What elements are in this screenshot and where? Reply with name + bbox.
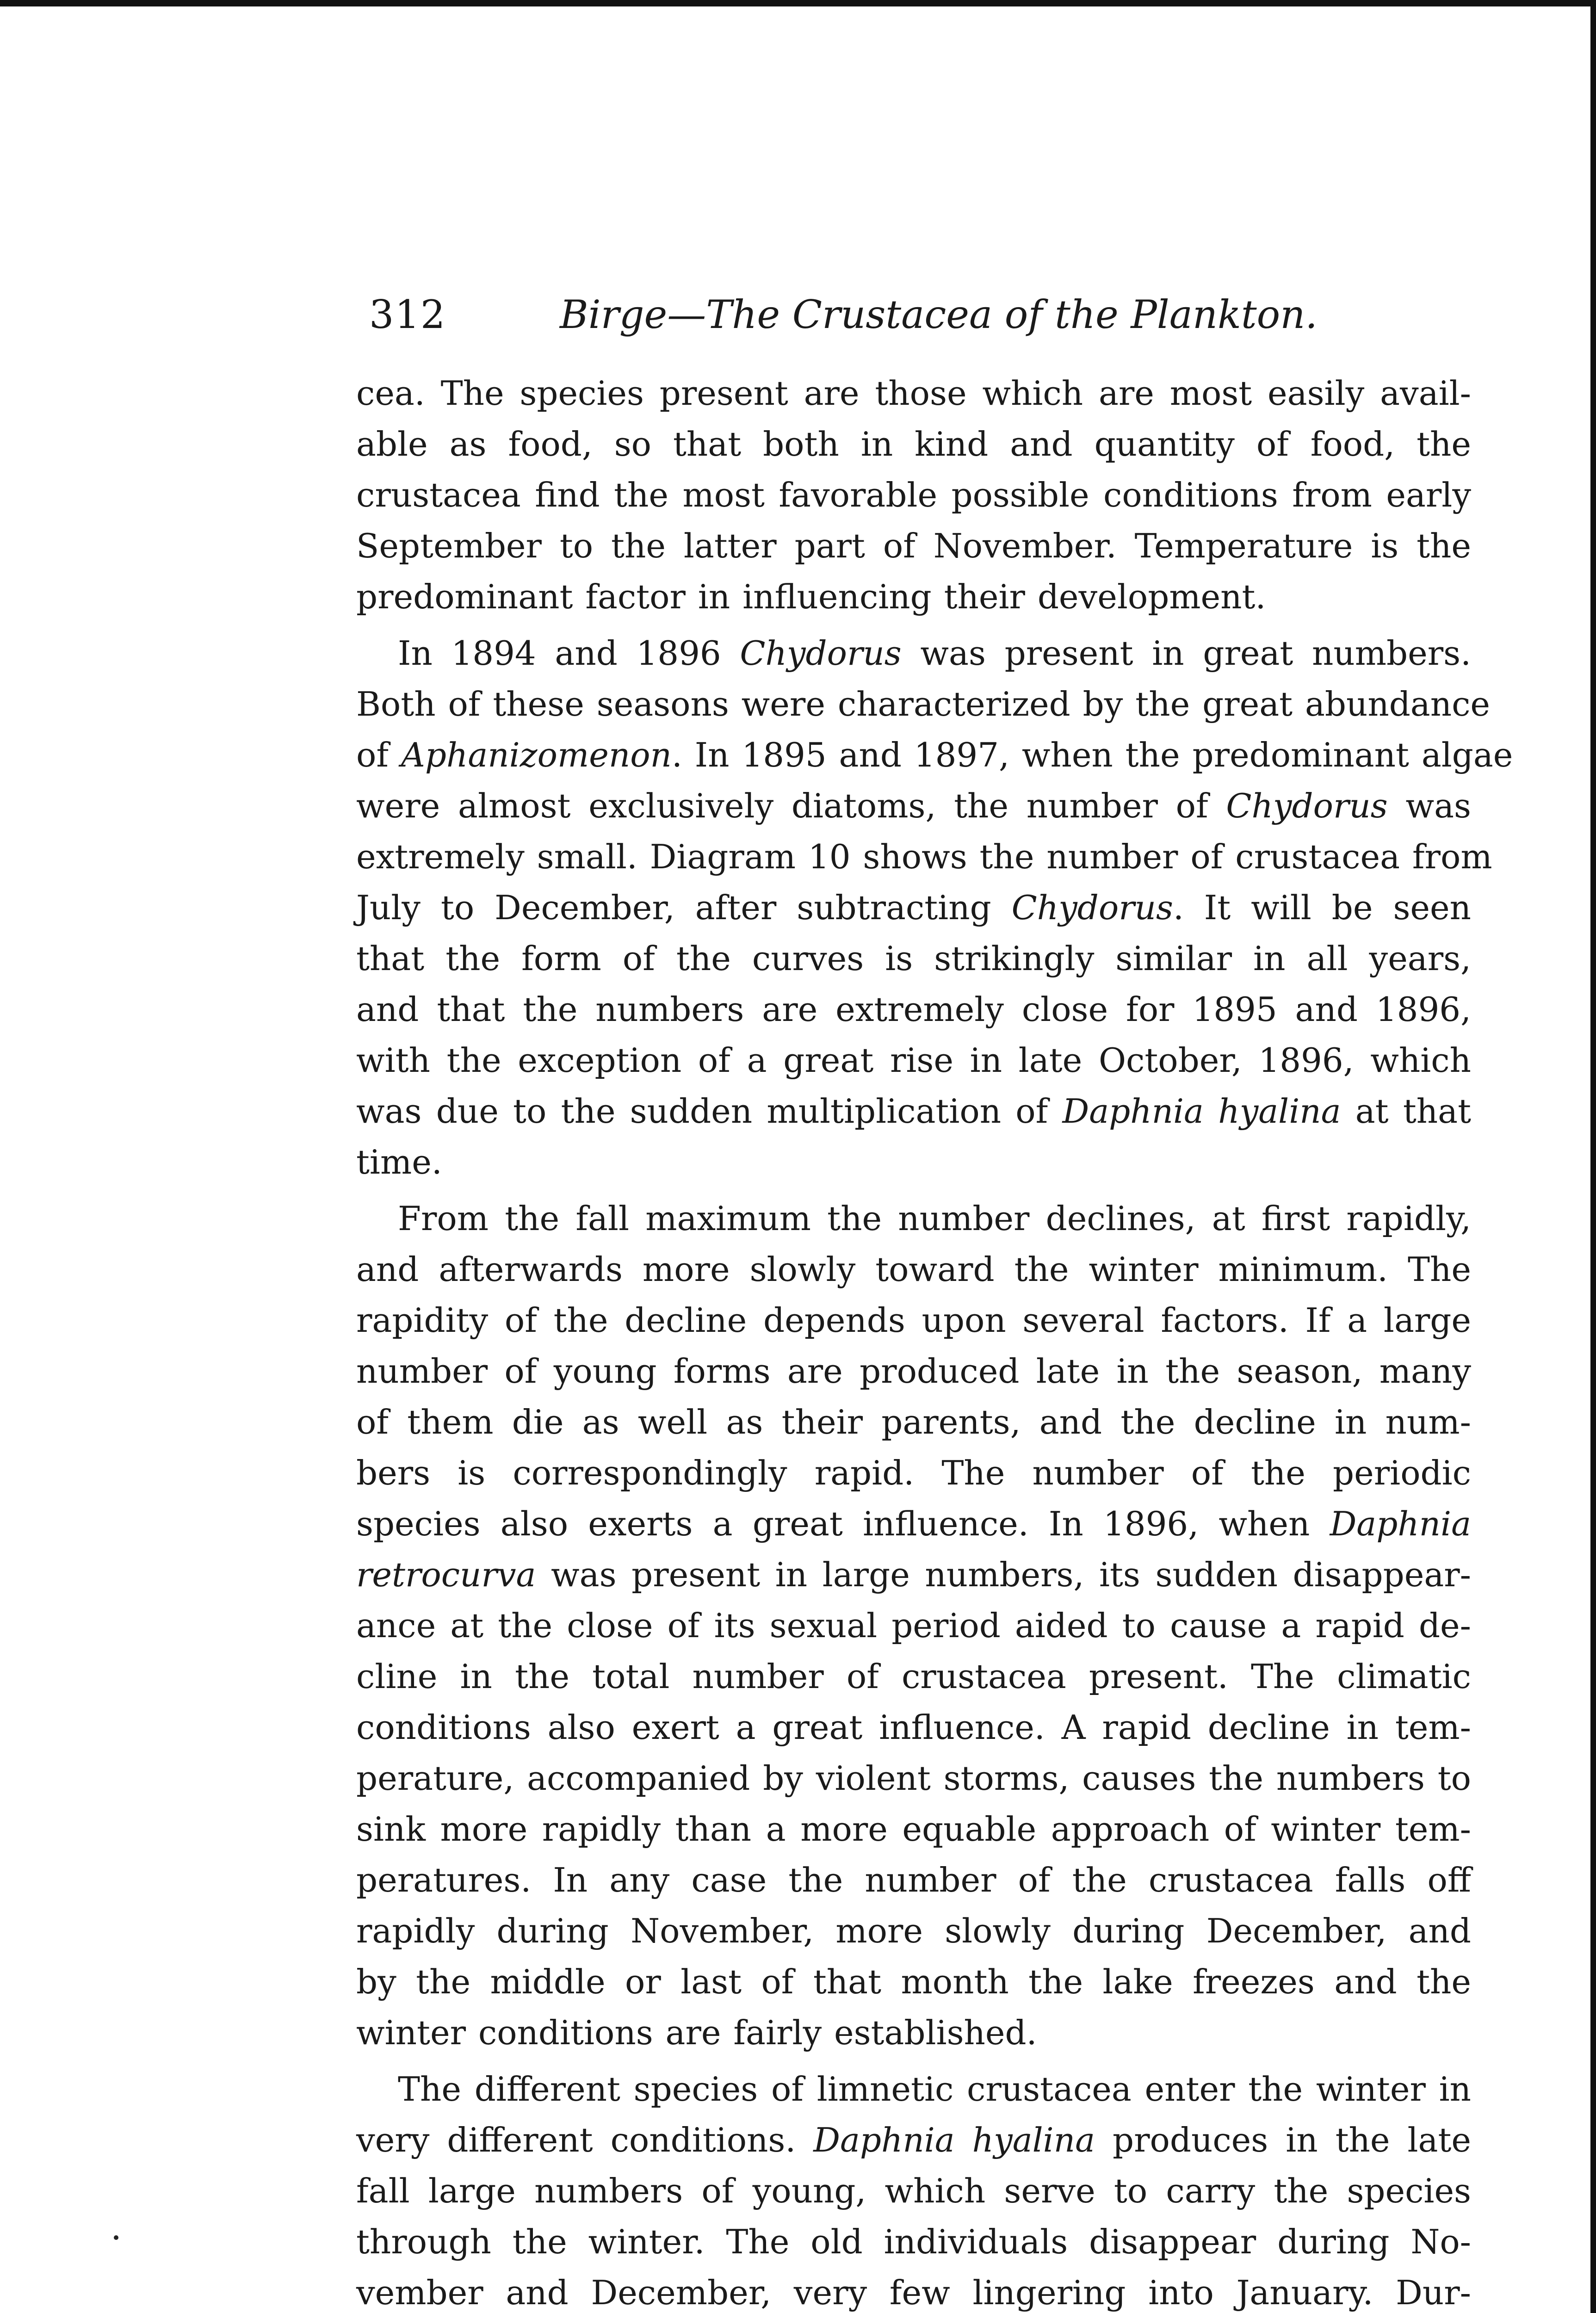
scan-border-top — [0, 0, 1596, 6]
page-header — [356, 287, 1471, 342]
text-line: number of young forms are produced late in the season, many — [356, 1352, 1471, 1391]
text-line: species also exerts a great influence. In 1896, when Daphnia — [356, 1504, 1471, 1543]
text-line: able as food, so that both in kind and quantity of food, the — [356, 425, 1471, 464]
text-line: ance at the close of its sexual period aided to cause a rapid de- — [356, 1606, 1471, 1645]
body-text — [356, 368, 1513, 2313]
text-line: through the winter. The old individuals disappear during No- — [356, 2222, 1471, 2261]
text-line: conditions also exert a great influence. A rapid decline in tem- — [356, 1708, 1471, 1747]
text-line: winter conditions are fairly established. — [356, 2013, 1037, 2052]
scan-border-right — [1590, 0, 1596, 2313]
paragraph-2 — [356, 628, 1513, 1187]
text-line: by the middle or last of that month the lake freezes and the — [356, 1962, 1471, 2001]
text-line: The different species of limnetic crustacea enter the winter in — [398, 2070, 1471, 2109]
text-line: July to December, after subtracting Chydorus. It will be seen — [356, 888, 1471, 927]
paragraph-4 — [356, 2064, 1471, 2313]
text-line: time. — [356, 1143, 442, 1181]
running-title: Birge—The Crustacea of the Plankton. — [560, 292, 1318, 337]
text-line: peratures. In any case the number of the crustacea falls off — [356, 1861, 1471, 1899]
text-line: fall large numbers of young, which serve to carry the species — [356, 2171, 1471, 2210]
stray-ink-dot — [114, 2235, 118, 2240]
text-line: sink more rapidly than a more equable approach of winter tem- — [356, 1810, 1471, 1849]
text-line: very different conditions. Daphnia hyalina produces in the late — [356, 2121, 1471, 2159]
text-line: bers is correspondingly rapid. The number of the periodic — [356, 1453, 1471, 1492]
text-line: cea. The species present are those which are most easily avail- — [356, 374, 1471, 413]
page-number: 312 — [369, 292, 446, 337]
paragraph-3 — [356, 1193, 1471, 2058]
text-line: and afterwards more slowly toward the winter minimum. The — [356, 1250, 1471, 1289]
text-line: September to the latter part of November. Temperature is the — [356, 526, 1471, 565]
paragraph-1 — [356, 368, 1471, 622]
text-line: was due to the sudden multiplication of Daphnia hyalina at that — [356, 1092, 1472, 1131]
text-line: extremely small. Diagram 10 shows the number of crustacea from — [356, 837, 1492, 876]
text-line: predominant factor in influencing their development. — [356, 577, 1266, 616]
text-line: and that the numbers are extremely close for 1895 and 1896, — [356, 990, 1471, 1029]
text-line: of them die as well as their parents, and the decline in num- — [356, 1403, 1471, 1441]
text-line: that the form of the curves is strikingly similar in all years, — [356, 939, 1471, 978]
text-line: with the exception of a great rise in late October, 1896, which — [356, 1041, 1471, 1080]
text-line: perature, accompanied by violent storms, causes the numbers to — [356, 1759, 1471, 1798]
text-line: retrocurva was present in large numbers, its sudden disappear- — [356, 1555, 1471, 1594]
book-page — [356, 287, 1513, 2313]
text-line: In 1894 and 1896 Chydorus was present in great numbers. — [398, 634, 1471, 673]
text-line: were almost exclusively diatoms, the number of Chydorus was — [356, 786, 1471, 825]
text-line: of Aphanizomenon. In 1895 and 1897, when the predominant algae — [356, 736, 1513, 774]
text-line: rapidity of the decline depends upon several factors. If a large — [356, 1301, 1471, 1340]
text-line: rapidly during November, more slowly during December, and — [356, 1911, 1471, 1950]
text-line: cline in the total number of crustacea present. The climatic — [356, 1657, 1471, 1696]
text-line: vember and December, very few lingering into January. Dur- — [356, 2273, 1471, 2312]
text-line: Both of these seasons were characterized by the great abundance — [356, 685, 1491, 724]
text-line: From the fall maximum the number declines, at first rapidly, — [398, 1199, 1471, 1238]
text-line: crustacea find the most favorable possible conditions from early — [356, 476, 1471, 514]
